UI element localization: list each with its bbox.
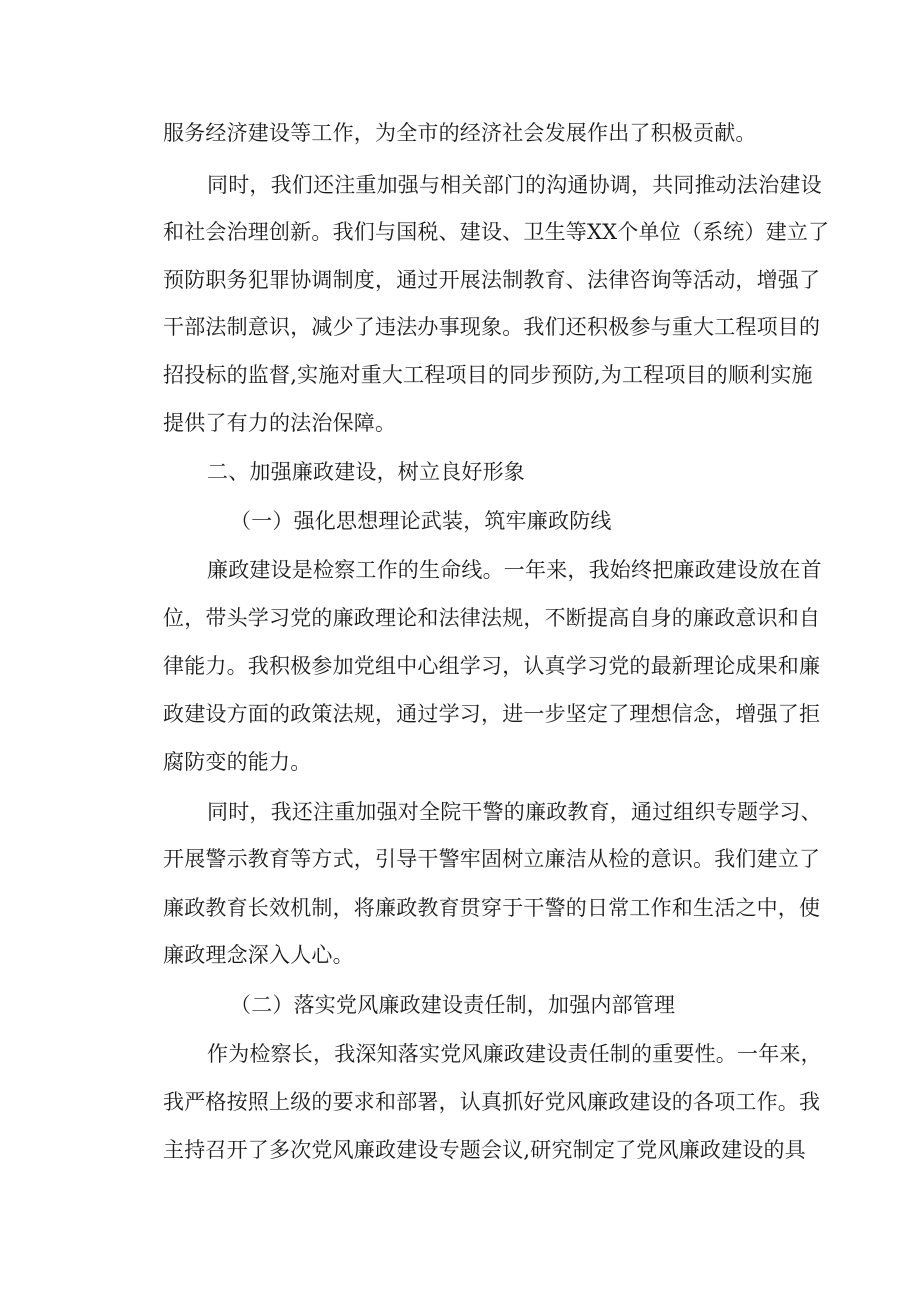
paragraph-line: 腐防变的能力。 (163, 750, 312, 774)
paragraph-line: 我严格按照上级的要求和部署，认真抓好党风廉政建设的各项工作。我 (163, 1090, 821, 1114)
paragraph-line: 开展警示教育等方式，引导干警牢固树立廉洁从检的意识。我们建立了 (163, 847, 821, 871)
paragraph-line: 服务经济建设等工作，为全市的经济社会发展作出了积极贡献。 (163, 121, 757, 145)
paragraph-line: 律能力。我积极参加党组中心组学习，认真学习党的最新理论成果和廉 (163, 654, 821, 678)
subsection-heading: （一）强化思想理论武装，筑牢廉政防线 (230, 509, 612, 533)
paragraph-line: 同时，我还注重加强对全院干警的廉政教育，通过组织专题学习、 (207, 800, 822, 824)
paragraph-line: 预防职务犯罪协调制度，通过开展法制教育、法律咨询等活动，增强了 (163, 268, 821, 292)
paragraph-line: 位，带头学习党的廉政理论和法律法规，不断提高自身的廉政意识和自 (163, 606, 821, 630)
paragraph-line: 政建设方面的政策法规，通过学习，进一步坚定了理想信念，增强了拒 (163, 702, 821, 726)
subsection-heading: （二）落实党风廉政建设责任制，加强内部管理 (230, 993, 676, 1017)
paragraph-line: 同时，我们还注重加强与相关部门的沟通协调，共同推动法治建设 (207, 173, 822, 197)
paragraph-line: 廉政建设是检察工作的生命线。一年来，我始终把廉政建设放在首 (207, 558, 822, 582)
paragraph-line: 作为检察长，我深知落实党风廉政建设责任制的重要性。一年来， (207, 1042, 822, 1066)
paragraph-line: 廉政理念深入人心。 (163, 943, 354, 967)
section-heading: 二、加强廉政建设，树立良好形象 (207, 460, 525, 484)
paragraph-line: 廉政教育长效机制，将廉政教育贯穿于干警的日常工作和生活之中，使 (163, 896, 821, 920)
paragraph-line: 招投标的监督,实施对重大工程项目的同步预防,为工程项目的顺利实施 (163, 363, 813, 387)
paragraph-line: 提供了有力的法治保障。 (163, 411, 397, 435)
paragraph-line: 干部法制意识，减少了违法办事现象。我们还积极参与重大工程项目的 (163, 315, 821, 339)
paragraph-line: 主持召开了多次党风廉政建设专题会议,研究制定了党风廉政建设的具 (163, 1138, 806, 1162)
paragraph-line: 和社会治理创新。我们与国税、建设、卫生等XX个单位（系统）建立了 (163, 220, 830, 244)
